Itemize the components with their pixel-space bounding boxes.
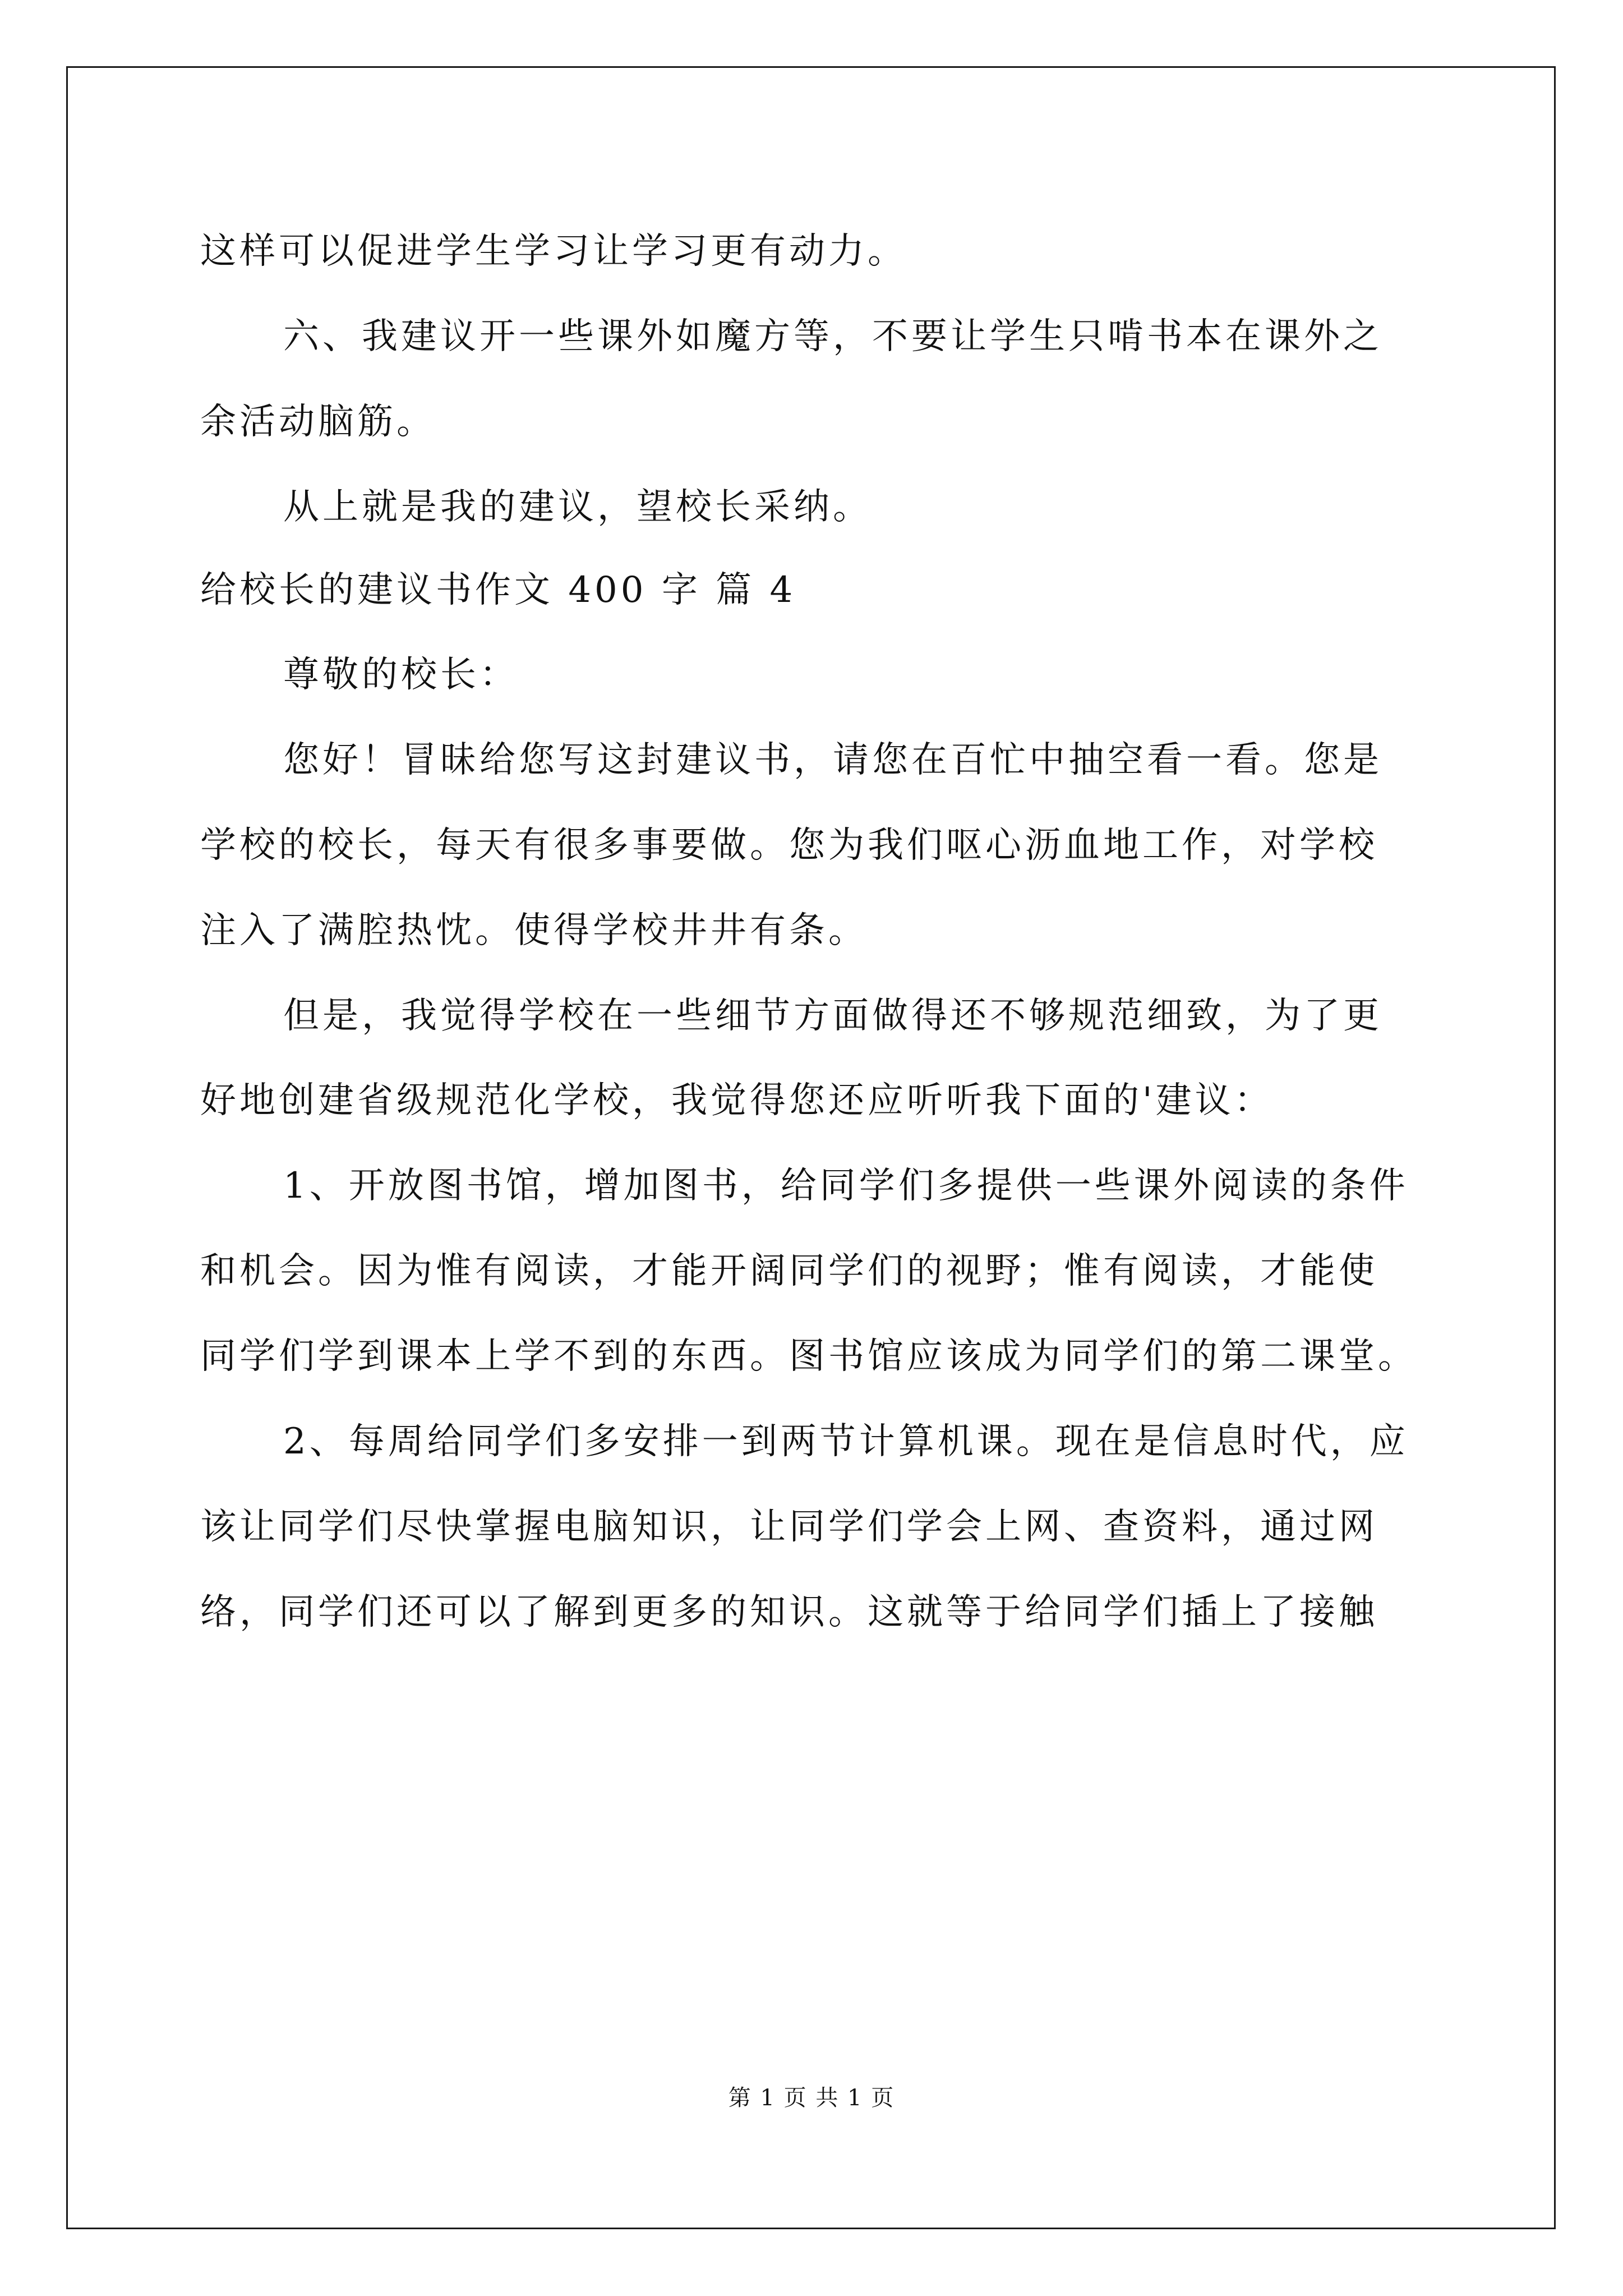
page-border [66, 66, 1556, 2229]
text-line: 络，同学们还可以了解到更多的知识。这就等于给同学们插上了接触 [200, 1591, 1378, 1633]
text-line: 余活动脑筋。 [200, 401, 436, 443]
text-line: 六、我建议开一些课外如魔方等，不要让学生只啃书本在课外之 [283, 316, 1382, 357]
text-line: 和机会。因为惟有阅读，才能开阔同学们的视野；惟有阅读，才能使 [200, 1250, 1378, 1292]
page-footer: 第 1 页 共 1 页 [728, 2085, 895, 2111]
text-line: 同学们学到课本上学不到的东西。图书馆应该成为同学们的第二课堂。 [200, 1336, 1417, 1377]
text-line: 从上就是我的建议，望校长采纳。 [283, 486, 872, 528]
text-line: 但是，我觉得学校在一些细节方面做得还不够规范细致，为了更 [283, 995, 1382, 1037]
text-line: 好地创建省级规范化学校，我觉得您还应听听我下面的'建议： [200, 1080, 1274, 1121]
section-heading: 给校长的建议书作文 400 字 篇 4 [200, 569, 796, 611]
text-line: 1、开放图书馆，增加图书，给同学们多提供一些课外阅读的条件 [283, 1165, 1409, 1207]
text-line: 注入了满腔热忱。使得学校井井有条。 [200, 910, 868, 951]
salutation: 尊敬的校长： [283, 654, 519, 696]
text-line: 这样可以促进学生学习让学习更有动力。 [200, 231, 907, 272]
text-line: 您好！冒昧给您写这封建议书，请您在百忙中抽空看一看。您是 [283, 739, 1382, 781]
text-line: 2、每周给同学们多安排一到两节计算机课。现在是信息时代，应 [283, 1421, 1409, 1462]
text-line: 该让同学们尽快掌握电脑知识，让同学们学会上网、查资料，通过网 [200, 1506, 1378, 1548]
text-line: 学校的校长，每天有很多事要做。您为我们呕心沥血地工作，对学校 [200, 825, 1378, 866]
